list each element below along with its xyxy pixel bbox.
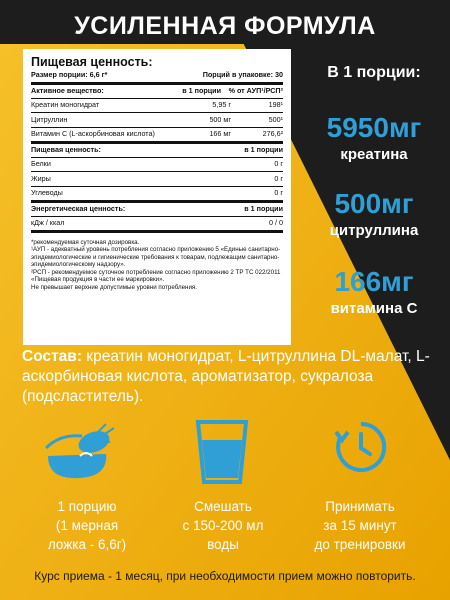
vitamin-c-value: 166мг [334, 266, 414, 297]
glass-icon [192, 418, 252, 486]
table-row: Креатин моногидрат 5,95 г 198¹ [31, 100, 283, 109]
page-title: УСИЛЕННАЯ ФОРМУЛА [74, 12, 376, 40]
step-serving: 1 порцию (1 мерная ложка - 6,6г) [47, 499, 127, 552]
creatine-value: 5950мг [326, 112, 422, 143]
table-row: Цитруллин 500 мг 500¹ [31, 114, 283, 124]
creatine-label: креатина [340, 146, 408, 163]
serving-row: Размер порции: 6,6 г* Порций в упаковке: 30 [31, 70, 283, 79]
composition: Состав: креатин моногидрат, L-цитруллина DL-малат, L-аскорбиновая кислота, ароматизатор, сукралоза (подсластитель). [22, 348, 430, 405]
table-row: кДж / ккал 0 / 0 [31, 218, 283, 227]
clock-icon [334, 420, 388, 474]
per-serving-heading: В 1 порции: [327, 64, 421, 81]
footnotes: *рекомендуемая суточная дозировка. ¹АУП - адекватный уровень потребления согласно приложению 5 «Единые санитарно-эпидемиологические и гигиенические требования к товарам, подлежащим санитарно-эпидемиологическому надзору». ²РСП - рекомендуемое суточное потребление согласно приложению 2 ТР ТС 022/2011 «Пищевая продукция в части ее маркировки». Не превышает верхние допустимые уровни потребления. [31, 238, 281, 292]
divider [31, 82, 283, 85]
step-timing: Принимать за 15 минут до тренировки [314, 499, 406, 552]
active-header: Активное вещество: в 1 порции % от АУП¹/РСП² [31, 85, 283, 95]
spoon-icon [42, 420, 128, 484]
vitamin-c-label: витамина С [330, 300, 418, 317]
table-row: Витамин С (L-аскорбиновая кислота) 166 мг 276,6² [31, 129, 283, 138]
course-note: Курс приема - 1 месяц, при необходимости прием можно повторить. [34, 569, 416, 583]
nutrition-header: Пищевая ценность: в 1 порции [31, 144, 283, 154]
table-row: Жиры 0 г [31, 173, 283, 183]
citrulline-value: 500мг [334, 188, 414, 219]
step-mix: Смешать с 150-200 мл воды [182, 499, 264, 552]
table-row: Белки 0 г [31, 159, 283, 168]
panel-title: Пищевая ценность: [31, 55, 153, 69]
citrulline-label: цитруллина [329, 222, 419, 239]
table-row: Углеводы 0 г [31, 188, 283, 197]
nutrition-panel [23, 49, 291, 345]
energy-header: Энергетическая ценность: в 1 порции [31, 203, 283, 213]
